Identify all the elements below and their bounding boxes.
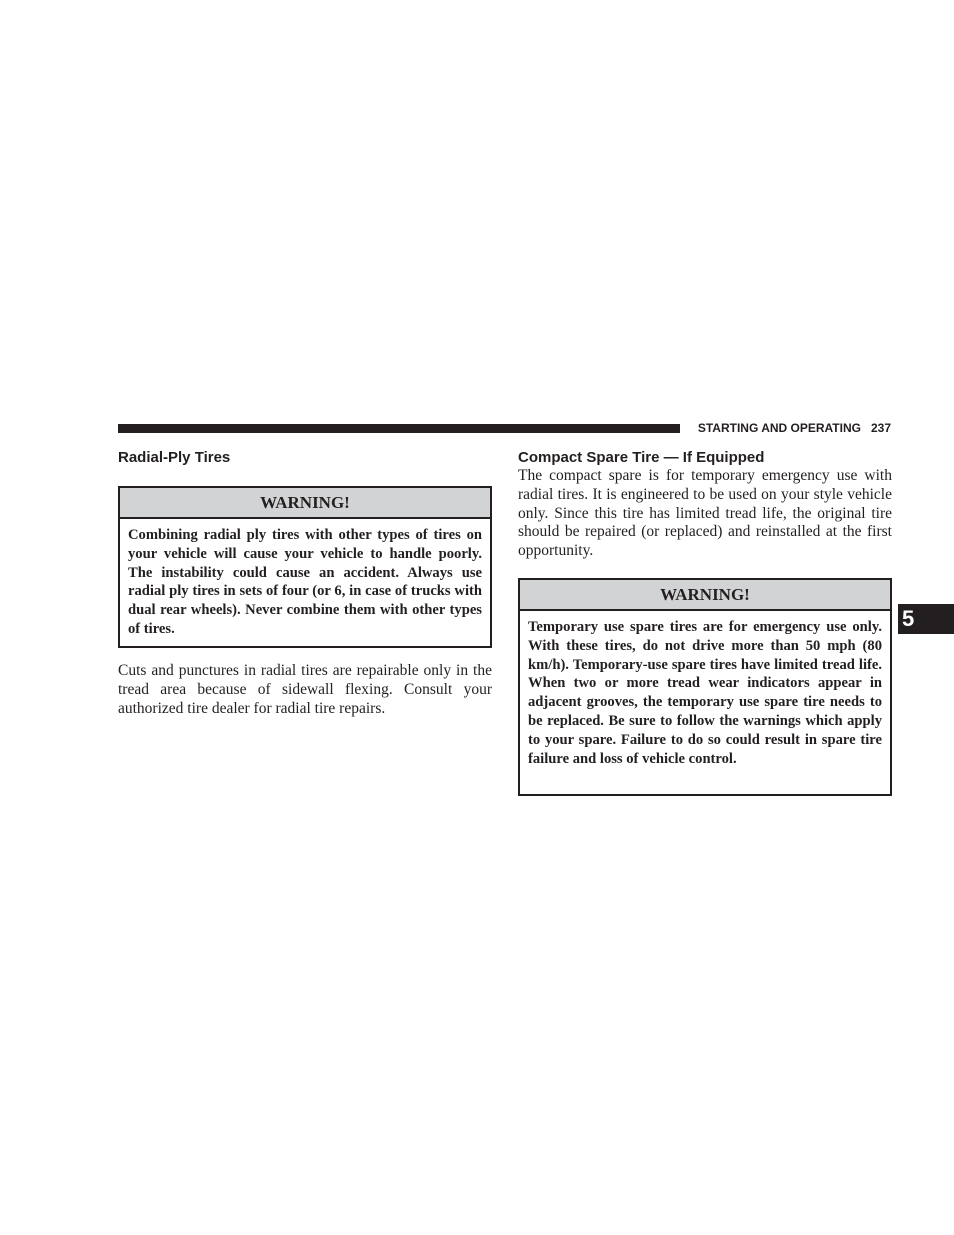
- chapter-tab: 5: [898, 604, 954, 634]
- warning-box-spare-tire: [518, 578, 892, 796]
- warning-text: Temporary use spare tires are for emergency use only. With these tires, do not drive more than 50 mph (80 km/h). Temporary-use spare tires have limited tread life. When two or more tread wear indicators appear in adjacent grooves, the temporary use spare tire needs to be replaced. Be sure to follow the warnings which apply to your spare. Failure to do so could result in spare tire failure and loss of vehicle control.: [528, 618, 882, 767]
- paragraph-radial-tire-repairs: Cuts and punctures in radial tires are repairable only in the tread area because of sidewall flexing. Consult your authorized tire dealer for radial tire repairs.: [118, 662, 492, 717]
- running-header: [688, 420, 891, 436]
- paragraph-compact-spare: The compact spare is for temporary emergency use with radial tires. It is engineered to be used on your style vehicle only. Since this tire has limited tread life, the original tire should be repaired (or replaced) and reinstalled at the first opportunity.: [518, 467, 892, 560]
- right-column: [518, 448, 892, 796]
- warning-box-radial-tires: [118, 486, 492, 648]
- section-title-compact-spare: Compact Spare Tire — If Equipped: [518, 449, 765, 466]
- header-rule: [118, 424, 680, 433]
- warning-heading: WARNING!: [120, 488, 490, 519]
- section-title-radial-ply-tires: Radial-Ply Tires: [118, 449, 231, 466]
- page-number: 237: [870, 421, 891, 435]
- warning-text: Combining radial ply tires with other types of tires on your vehicle will cause your vehicle to handle poorly. The instability could cause an accident. Always use radial ply tires in sets of four (or 6, in case of trucks with dual rear wheels). Never combine them with other types of tires.: [128, 527, 482, 637]
- header-section-title: STARTING AND OPERATING: [697, 421, 861, 435]
- left-column: [118, 448, 492, 718]
- warning-heading: WARNING!: [520, 580, 890, 611]
